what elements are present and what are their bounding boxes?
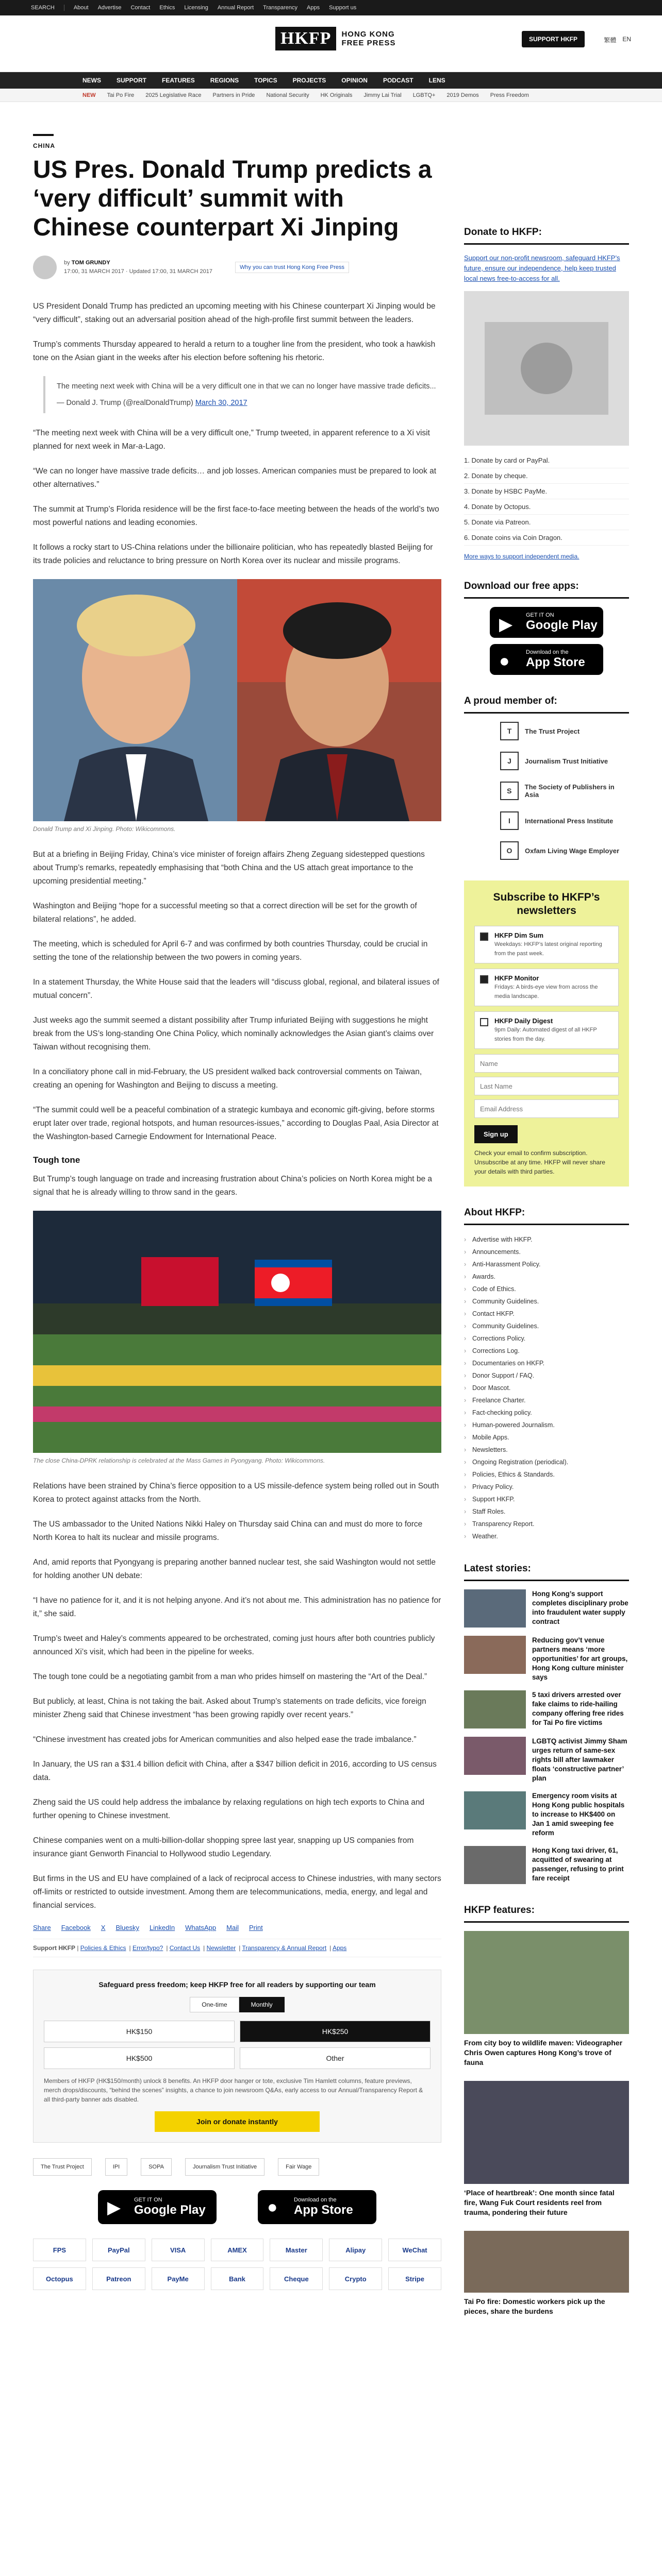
partner-logo[interactable]: Fair Wage — [278, 2158, 319, 2176]
about-link[interactable]: › Awards. — [464, 1270, 629, 1283]
story-title: 5 taxi drivers arrested over fake claims to ride-hailing company offering free rides for Tai Po fire victims — [532, 1691, 624, 1726]
article-footer-links: Support HKFP | Policies & Ethics | Error/typo? | Contact Us | Newsletter | Transparency & Annual Report | Apps — [33, 1939, 441, 1957]
article-headline: US Pres. Donald Trump predicts a ‘very difficult’ summit with Chinese counterpart Xi Jinping — [33, 156, 432, 241]
checkbox[interactable] — [480, 1018, 488, 1026]
nav-topics[interactable]: TOPICS — [254, 77, 277, 84]
paragraph: The US ambassador to the United Nations Nikki Haley on Thursday said China can and must do more to force North Korea to halt its nuclear and missile programs. — [33, 1520, 423, 1542]
story-title: Reducing gov’t venue partners means ‘more opportunities’ for art groups, Hong Kong culture minister says — [532, 1636, 628, 1681]
apps-link[interactable]: Apps — [332, 1944, 347, 1952]
transparency-link[interactable]: Transparency & Annual Report — [242, 1944, 327, 1952]
article-category[interactable]: CHINA — [33, 142, 55, 149]
share-linkedin[interactable]: LinkedIn — [150, 1924, 175, 1931]
about-link[interactable]: › Community Guidelines. — [464, 1295, 629, 1308]
top-utility-bar — [0, 0, 662, 15]
about-links — [464, 1233, 629, 1543]
payment-logo[interactable]: Master — [270, 2239, 323, 2261]
error-link[interactable]: Error/typo? — [132, 1944, 163, 1952]
about-link[interactable]: › Freelance Charter. — [464, 1394, 629, 1406]
feature-image — [464, 2081, 629, 2184]
signup-button[interactable]: Sign up — [474, 1125, 518, 1143]
member-title: A proud member of: — [464, 696, 629, 714]
play-icon: ▶ — [107, 2198, 121, 2217]
logo-line-2: FREE PRESS — [341, 39, 396, 47]
paragraph: Just weeks ago the summit seemed a distant possibility after Trump infuriated Beijing with suggestions he might break from the US’s long-standing One China Policy, which nominally acknowledges the Asian giant’s claims over Taiwan without recognising them. — [33, 1016, 434, 1052]
member-org[interactable] — [500, 841, 629, 860]
tweet-date-link[interactable]: March 30, 2017 — [195, 399, 247, 407]
donate-image[interactable] — [464, 291, 629, 446]
share-x[interactable]: X — [101, 1924, 106, 1931]
support-hkfp-label[interactable]: Support HKFP — [33, 1944, 75, 1952]
paragraph: Trump’s comments Thursday appeared to herald a return to a tougher line from the president, who took a hawkish tone on the Asian giant in the weeks after his election before softening his rhetoric. — [33, 340, 436, 362]
sidebar-store-buttons — [464, 607, 629, 675]
monthly-tab[interactable]: Monthly — [239, 1997, 285, 2012]
ipi-icon: I — [500, 811, 519, 830]
partner-logos — [33, 2158, 441, 2176]
sidebar — [464, 227, 629, 2330]
donate-heading: Safeguard press freedom; keep HKFP free for all readers by supporting our team — [98, 1980, 376, 1989]
payment-logo[interactable]: WeChat — [388, 2239, 441, 2261]
feature-item[interactable] — [464, 2231, 629, 2316]
payment-methods — [33, 2239, 441, 2290]
newsletter-option[interactable] — [474, 969, 619, 1006]
photo-caption: The close China-DPRK relationship is celebrated at the Mass Games in Pyongyang. Photo: Wikicommons. — [33, 1457, 325, 1464]
donate-intro — [464, 253, 629, 284]
store-small-text: GET IT ON — [134, 2197, 162, 2203]
story-thumbnail — [464, 1846, 526, 1884]
logo-text — [341, 30, 395, 47]
author-name[interactable]: TOM GRUNDY — [71, 260, 110, 266]
apps-title: Download our free apps: — [464, 581, 629, 599]
story-item[interactable] — [464, 1737, 629, 1783]
trending-link[interactable]: 2025 Legislative Race — [145, 92, 202, 98]
store-small-text: GET IT ON — [526, 612, 554, 618]
ethics-link[interactable]: Ethics — [159, 5, 175, 11]
store-big-text: Google Play — [134, 2203, 206, 2217]
payment-logo[interactable]: AMEX — [211, 2239, 264, 2261]
nav-news[interactable]: NEWS — [82, 77, 101, 84]
trending-nav — [0, 89, 662, 102]
payment-logo[interactable]: Patreon — [92, 2267, 145, 2290]
author-avatar — [33, 256, 57, 279]
about-link[interactable]: › Contact HKFP. — [464, 1308, 629, 1320]
about-link[interactable]: › Weather. — [464, 1530, 629, 1543]
search-link[interactable]: SEARCH — [31, 5, 55, 11]
newsletter-name: HKFP Daily Digest — [494, 1017, 553, 1025]
newsletter-signup — [464, 880, 629, 1187]
why-trust-link[interactable]: Why you can trust Hong Kong Free Press — [235, 262, 349, 273]
store-big-text: Google Play — [526, 618, 598, 632]
kicker-rule — [33, 134, 54, 136]
latest-title: Latest stories: — [464, 1563, 629, 1581]
feature-image — [464, 1931, 629, 2034]
payment-logo[interactable]: Stripe — [388, 2267, 441, 2290]
payment-logo[interactable]: VISA — [152, 2239, 205, 2261]
payment-logo[interactable]: Bank — [211, 2267, 264, 2290]
about-link[interactable]: › Human-powered Journalism. — [464, 1419, 629, 1431]
donate-option[interactable]: 6. Donate coins via Coin Dragon. — [464, 530, 629, 546]
paragraph: Washington and Beijing “hope for a successful meeting so that a correct direction will be set for the growth of bilateral relations”, he added. — [33, 902, 417, 924]
apple-icon: ● — [499, 651, 510, 671]
paragraph: US President Donald Trump has predicted an upcoming meeting with his Chinese counterpart Xi Jinping would be “very difficult”, staking out an adversarial position ahead of the high-profile first summit between the leaders. — [33, 302, 436, 324]
about-link[interactable]: › Corrections Policy. — [464, 1332, 629, 1345]
paragraph: But publicly, at least, China is not taking the bait. Asked about Trump’s statements on trade deficits, vice foreign minister Zheng said that Chinese investment “has been growing rapidly over recent years.” — [33, 1697, 426, 1719]
logo-line-1: HONG KONG — [341, 30, 395, 39]
checkbox[interactable] — [480, 933, 488, 941]
trending-link[interactable]: Partners in Pride — [212, 92, 255, 98]
features-title: HKFP features: — [464, 1905, 629, 1923]
policies-link[interactable]: Policies & Ethics — [80, 1944, 126, 1952]
feature-title: From city boy to wildlife maven: Videographer Chris Owen captures Hong Kong’s trove of fauna — [464, 2039, 623, 2066]
amount-option[interactable]: HK$250 — [240, 2021, 431, 2042]
share-whatsapp[interactable]: WhatsApp — [185, 1924, 217, 1931]
about-title: About HKFP: — [464, 1207, 629, 1225]
payment-logo[interactable]: FPS — [33, 2239, 86, 2261]
store-big-text: App Store — [294, 2203, 353, 2217]
app-store-button[interactable] — [258, 2190, 376, 2224]
paragraph: And, amid reports that Pyongyang is preparing another banned nuclear test, she said Washington would not settle for holding another UN debate: — [33, 1558, 436, 1580]
about-link[interactable]: › Donor Support / FAQ. — [464, 1369, 629, 1382]
tweet-text: The meeting next week with China will be a very difficult one in that we can no longer have massive trade deficits... — [57, 382, 436, 391]
newsletter-desc: Weekdays: HKFP’s latest original reporting from the past week. — [494, 941, 602, 957]
lang-english-link[interactable]: EN — [622, 36, 631, 43]
member-org[interactable] — [500, 782, 629, 800]
about-link[interactable]: › Mobile Apps. — [464, 1431, 629, 1444]
about-link[interactable]: › Fact-checking policy. — [464, 1406, 629, 1419]
partner-logo[interactable]: Journalism Trust Initiative — [185, 2158, 264, 2176]
trending-link[interactable]: Tai Po Fire — [107, 92, 135, 98]
byline-meta: by TOM GRUNDY 17:00, 31 MARCH 2017 · Updated 17:00, 31 MARCH 2017 — [64, 260, 213, 275]
feature-title: Tai Po fire: Domestic workers pick up the pieces, share the burdens — [464, 2297, 605, 2315]
feature-image — [464, 2231, 629, 2293]
share-print[interactable]: Print — [249, 1924, 263, 1931]
donation-amounts — [44, 2021, 431, 2069]
photo-illustration — [33, 579, 441, 821]
paragraph: “I have no patience for it, and it is not helping anyone. And it’s not about me. This administration has no patience for it,” she said. — [33, 1596, 441, 1618]
paragraph: The tough tone could be a negotiating gambit from a man who prides himself on mastering the “Art of the Deal.” — [33, 1672, 427, 1681]
author-prefix: by — [64, 260, 70, 266]
paragraph: “The meeting next week with China will be a very difficult one,” Trump tweeted, in apparent reference to a Xi visit planned for next week in Mar-a-Lago. — [33, 429, 430, 451]
donate-options — [464, 453, 629, 546]
paragraph: Relations have been strained by China’s fierce opposition to a US missile-defence system being rolled out in South Korea to protect against attacks from the North. — [33, 1482, 439, 1504]
trending-link[interactable]: Jimmy Lai Trial — [363, 92, 402, 98]
licensing-link[interactable]: Licensing — [184, 5, 208, 11]
nav-features[interactable]: FEATURES — [162, 77, 195, 84]
story-title: Hong Kong taxi driver, 61, acquitted of swearing at passenger, refusing to print fare receipt — [532, 1846, 624, 1882]
story-title: Hong Kong’s support completes disciplinary probe into fraudulent water supply contract — [532, 1590, 628, 1625]
nav-opinion[interactable]: OPINION — [341, 77, 368, 84]
story-item[interactable] — [464, 1846, 629, 1884]
donate-title: Donate to HKFP: — [464, 227, 629, 245]
story-title: Emergency room visits at Hong Kong public hospitals to increase to HK$400 on Jan 1 amid sweeping fee reform — [532, 1792, 625, 1837]
newsletter-option[interactable] — [474, 926, 619, 963]
story-item[interactable] — [464, 1636, 629, 1682]
about-link[interactable]: › Newsletters. — [464, 1444, 629, 1456]
about-link[interactable]: › Anti-Harassment Policy. — [464, 1258, 629, 1270]
about-link[interactable]: › Announcements. — [464, 1246, 629, 1258]
paragraph: In a statement Thursday, the White House said that the leaders will “discuss global, regional, and bilateral issues of mutual concern”. — [33, 978, 439, 1000]
support-us-link[interactable]: Support us — [329, 5, 357, 11]
paragraph: Zheng said the US could help address the imbalance by relaxing regulations on high tech exports to China and further opening to Chinese investment. — [33, 1798, 425, 1820]
newsletter-title: Subscribe to HKFP’s newsletters — [493, 891, 600, 917]
nav-support[interactable]: SUPPORT — [117, 77, 147, 84]
app-store-button[interactable] — [490, 644, 603, 675]
email-field[interactable] — [474, 1099, 619, 1118]
paragraph: “The summit could well be a peaceful combination of a strategic kumbaya and economic gift-giving, before storms erupt later over trade, regional hotspots, and human resources-issues,” according to Douglas Paal, Asia Director at the Washington-based Carnegie Endowment for International Peace. — [33, 1106, 439, 1141]
apps-link[interactable]: Apps — [307, 5, 320, 11]
logo-mark: HKFP — [275, 27, 336, 50]
app-store-buttons — [33, 2190, 441, 2224]
nav-lens[interactable]: LENS — [428, 77, 445, 84]
trending-link[interactable]: LGBTQ+ — [412, 92, 436, 98]
paragraph: “We can no longer have massive trade deficits… and job losses. American companies must be prepared to look at other alternatives.” — [33, 467, 437, 489]
photo-caption: Donald Trump and Xi Jinping. Photo: Wikicommons. — [33, 825, 176, 833]
donate-option[interactable]: 1. Donate by card or PayPal. — [464, 453, 629, 468]
trump-xi-photo — [33, 579, 441, 821]
paragraph: Trump’s tweet and Haley’s comments appeared to be orchestrated, coming just hours after both countries publicly announced Xi’s visit, which had been in the pipeline for weeks. — [33, 1634, 435, 1656]
store-small-text: Download on the — [294, 2197, 337, 2203]
story-thumbnail — [464, 1791, 526, 1829]
feature-item[interactable] — [464, 1931, 629, 2067]
story-item[interactable] — [464, 1589, 629, 1628]
donate-option[interactable]: 5. Donate via Patreon. — [464, 515, 629, 530]
new-label: NEW — [82, 92, 96, 98]
member-name: Oxfam Living Wage Employer — [525, 846, 620, 855]
member-org[interactable] — [500, 722, 629, 740]
payment-logo[interactable]: Octopus — [33, 2267, 86, 2290]
story-thumbnail — [464, 1737, 526, 1775]
member-org[interactable] — [500, 811, 629, 830]
byline — [33, 256, 441, 279]
paragraph: In a conciliatory phone call in mid-February, the US president walked back controversial comments on Taiwan, creating an opening for Washington and Beijing to discuss a meeting. — [33, 1067, 422, 1090]
newsletter-name: HKFP Monitor — [494, 974, 539, 982]
partner-logo[interactable]: SOPA — [141, 2158, 172, 2176]
tweet-author: — Donald J. Trump (@realDonaldTrump) — [57, 399, 193, 407]
transparency-link[interactable]: Transparency — [263, 5, 297, 11]
donate-illustration — [464, 291, 629, 446]
latest-stories — [464, 1589, 629, 1884]
about-link[interactable]: › Support HKFP. — [464, 1493, 629, 1505]
contact-link[interactable]: Contact Us — [169, 1944, 201, 1952]
story-item[interactable] — [464, 1791, 629, 1838]
paragraph: But at a briefing in Beijing Friday, China’s vice minister of foreign affairs Zheng Zeguang sidestepped questions about Trump’s remarks, repeatedly emphasising that “both China and the US attach great importance to the upcoming presidential meeting.” — [33, 850, 425, 886]
payment-logo[interactable]: Alipay — [329, 2239, 382, 2261]
last-name-field[interactable] — [474, 1077, 619, 1095]
nav-projects[interactable]: PROJECTS — [292, 77, 326, 84]
section-subhead: Tough tone — [33, 1155, 80, 1165]
payment-logo[interactable]: PayMe — [152, 2267, 205, 2290]
payment-logo[interactable]: PayPal — [92, 2239, 145, 2261]
story-thumbnail — [464, 1636, 526, 1674]
more-ways-link[interactable]: More ways to support independent media. — [464, 553, 580, 560]
about-link[interactable]: › Advertise with HKFP. — [464, 1233, 629, 1246]
share-label: Share — [33, 1924, 51, 1931]
store-small-text: Download on the — [526, 649, 569, 655]
lang-chinese-link[interactable]: 繁體 — [604, 37, 617, 44]
one-time-tab[interactable]: One-time — [190, 1997, 239, 2012]
partner-logo[interactable]: The Trust Project — [33, 2158, 92, 2176]
member-org[interactable] — [500, 752, 629, 770]
newsletter-note: Check your email to confirm subscription. Unsubscribe at any time. HKFP will never share your details with third parties. — [474, 1149, 605, 1175]
member-name: Journalism Trust Initiative — [525, 757, 608, 765]
about-link[interactable]: › Policies, Ethics & Standards. — [464, 1468, 629, 1481]
google-play-button[interactable] — [98, 2190, 217, 2224]
about-link[interactable]: › Documentaries on HKFP. — [464, 1357, 629, 1369]
trending-link[interactable]: 2019 Demos — [446, 92, 479, 98]
paragraph: But firms in the US and EU have complained of a lack of reciprocal access to Chinese industries, with many sectors off-limits or restricted to outside investment. Among them are telecommunications, media, energy, and legal and financial services. — [33, 1874, 441, 1910]
about-link[interactable]: › Ongoing Registration (periodical). — [464, 1456, 629, 1468]
donate-option[interactable]: 4. Donate by Octopus. — [464, 499, 629, 515]
story-thumbnail — [464, 1690, 526, 1728]
payment-logo[interactable]: Cheque — [270, 2267, 323, 2290]
about-link[interactable]: › Code of Ethics. — [464, 1283, 629, 1295]
support-hkfp-button[interactable]: SUPPORT HKFP — [522, 31, 585, 47]
paragraph: Chinese companies went on a multi-billion-dollar shopping spree last year, snapping up US companies from insurance giant Genworth Financial to Hollywood studio Legendary. — [33, 1836, 414, 1858]
site-logo[interactable] — [275, 27, 395, 50]
share-facebook[interactable]: Facebook — [61, 1924, 91, 1931]
paragraph: The summit at Trump’s Florida residence will be the first face-to-face meeting between the heads of the world’s two most powerful nations and leading economies. — [33, 505, 439, 527]
embedded-tweet — [43, 376, 441, 413]
trending-link[interactable]: Press Freedom — [490, 92, 529, 98]
feature-item[interactable] — [464, 2081, 629, 2217]
main-nav — [0, 72, 662, 89]
paragraph: The meeting, which is scheduled for April 6-7 and was confirmed by both countries Thursday, could be crucial in setting the tone of the relationship between the two powers in coming years. — [33, 940, 428, 962]
share-links — [33, 1924, 441, 1931]
newsletter-option[interactable] — [474, 1011, 619, 1049]
donate-widget — [33, 1970, 441, 2143]
donate-option[interactable]: 2. Donate by cheque. — [464, 468, 629, 484]
apple-icon: ● — [267, 2197, 278, 2217]
trending-link[interactable]: HK Originals — [320, 92, 353, 98]
updated-date: Updated 17:00, 31 MARCH 2017 — [129, 268, 213, 275]
donate-intro-link[interactable]: Support our non-profit newsroom, safeguard HKFP’s future, ensure our independence, help keep trusted local news free-to-access for all. — [464, 254, 620, 282]
about-link[interactable]: › Privacy Policy. — [464, 1481, 629, 1493]
membership-note: Members of HKFP (HK$150/month) unlock 8 benefits. An HKFP door hanger or tote, exclusive Tim Hamlett columns, feature previews, merch drops/discounts, “behind the scenes” insights, a chance to join newsroom Q&As, early access to our Annual/Transparency Report & all third-party banner ads disabled. — [44, 2077, 423, 2103]
about-link[interactable]: › Transparency Report. — [464, 1518, 629, 1530]
photo-illustration — [33, 1211, 441, 1453]
about-link[interactable]: › Door Mascot. — [464, 1382, 629, 1394]
tweet-source — [57, 397, 441, 409]
store-big-text: App Store — [526, 655, 585, 669]
partner-logo[interactable]: IPI — [105, 2158, 127, 2176]
paragraph: “Chinese investment has created jobs for American communities and also helped ease the trade imbalance.” — [33, 1735, 417, 1744]
amount-option[interactable]: HK$500 — [44, 2047, 235, 2069]
play-icon: ▶ — [499, 615, 513, 634]
google-play-button[interactable] — [490, 607, 603, 638]
amount-option[interactable]: HK$150 — [44, 2021, 235, 2042]
story-title: LGBTQ activist Jimmy Sham urges return of same-sex rights bill after lawmaker floats ‘constructive partner’ plan — [532, 1737, 627, 1782]
member-name: International Press Institute — [525, 817, 614, 825]
sopa-icon: S — [500, 782, 519, 800]
annual-report-link[interactable]: Annual Report — [217, 5, 254, 11]
about-link[interactable]: About — [73, 5, 89, 11]
advertise-link[interactable]: Advertise — [97, 5, 122, 11]
trust-project-icon: T — [500, 722, 519, 740]
jti-icon: J — [500, 752, 519, 770]
about-link[interactable]: › Community Guidelines. — [464, 1320, 629, 1332]
paragraph: But Trump’s tough language on trade and increasing frustration about China’s policies on North Korea might be a signal that he is already willing to throw sand in the gears. — [33, 1175, 433, 1197]
share-bluesky[interactable]: Bluesky — [115, 1924, 139, 1931]
publish-date: 17:00, 31 MARCH 2017 — [64, 268, 124, 275]
contact-link[interactable]: Contact — [130, 5, 151, 11]
paragraph: In January, the US ran a $31.4 billion deficit with China, after a $347 billion deficit in 2016, according to US census data. — [33, 1760, 437, 1782]
story-item[interactable] — [464, 1690, 629, 1728]
donate-option[interactable]: 3. Donate by HSBC PayMe. — [464, 484, 629, 499]
checkbox[interactable] — [480, 975, 488, 984]
about-link[interactable]: › Corrections Log. — [464, 1345, 629, 1357]
nav-regions[interactable]: REGIONS — [210, 77, 239, 84]
newsletter-desc: Fridays: A birds-eye view from across the media landscape. — [494, 984, 598, 999]
join-donate-button[interactable]: Join or donate instantly — [155, 2111, 320, 2132]
newsletter-link[interactable]: Newsletter — [206, 1944, 236, 1952]
newsletter-desc: 9pm Daily: Automated digest of all HKFP stories from the day. — [494, 1027, 597, 1042]
language-switcher — [604, 36, 631, 44]
article — [33, 134, 441, 2290]
trending-link[interactable]: National Security — [266, 92, 309, 98]
donation-frequency — [44, 1997, 431, 2012]
member-name: The Society of Publishers in Asia — [524, 783, 615, 799]
member-list — [464, 722, 629, 860]
member-name: The Trust Project — [525, 727, 580, 735]
newsletter-name: HKFP Dim Sum — [494, 931, 544, 939]
payment-logo[interactable]: Crypto — [329, 2267, 382, 2290]
oxfam-icon: O — [500, 841, 519, 860]
nav-podcast[interactable]: PODCAST — [383, 77, 413, 84]
name-field[interactable] — [474, 1054, 619, 1073]
amount-option[interactable]: Other — [240, 2047, 431, 2069]
about-link[interactable]: › Staff Roles. — [464, 1505, 629, 1518]
feature-title: ‘Place of heartbreak’: One month since fatal fire, Wang Fuk Court residents reel from trauma, pondering their future — [464, 2189, 615, 2216]
share-mail[interactable]: Mail — [226, 1924, 239, 1931]
paragraph: It follows a rocky start to US-China relations under the billionaire politician, who has repeatedly blasted Beijing for its trade policies and reluctance to bring pressure on North Korea over its nuclear and missile programs. — [33, 543, 433, 565]
masthead — [0, 15, 662, 72]
story-thumbnail — [464, 1589, 526, 1628]
mass-games-photo — [33, 1211, 441, 1453]
